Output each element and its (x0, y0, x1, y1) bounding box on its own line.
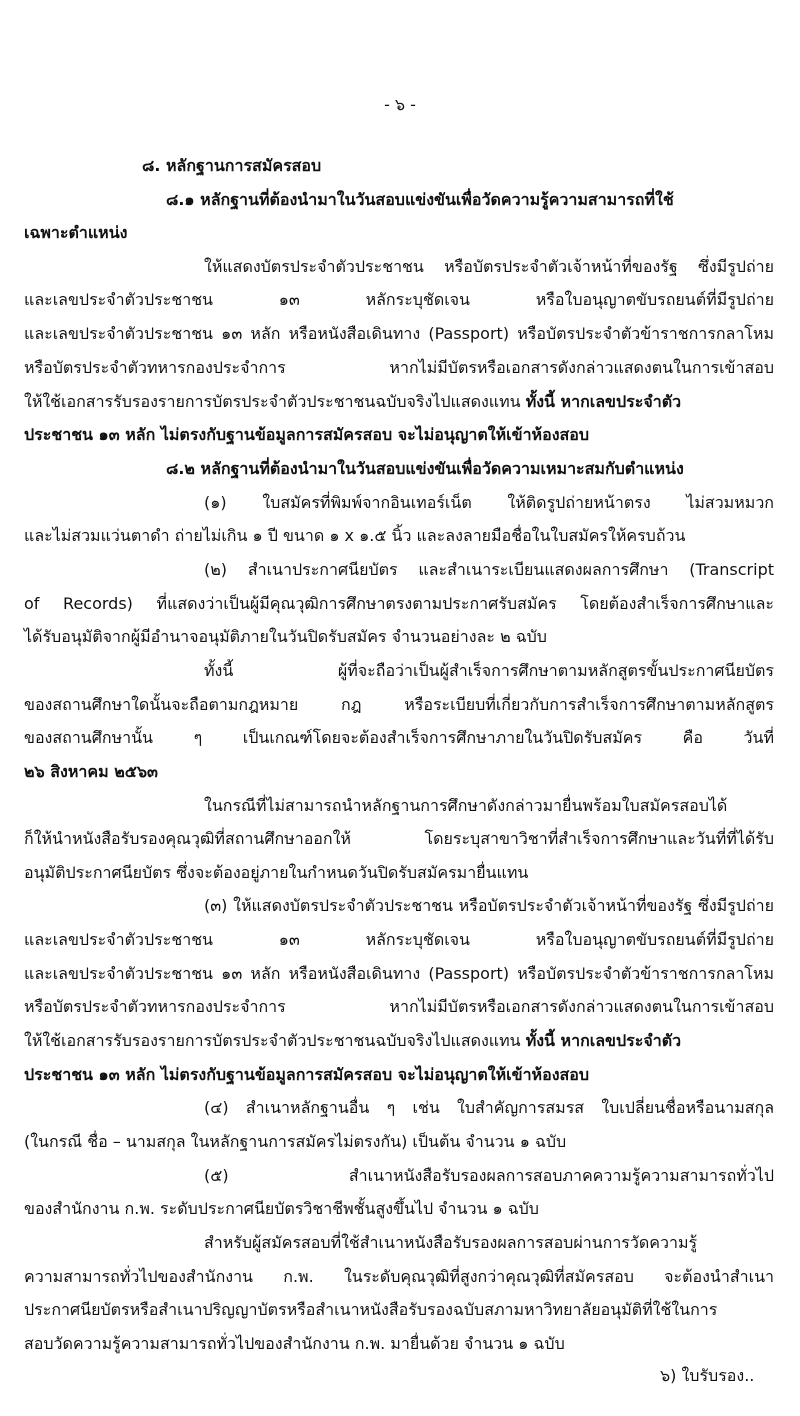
warning-text: ทั้งนี้ หากเลขประจำตัว (525, 1031, 682, 1050)
item-5-note-line: ความสามารถทั่วไปของสำนักงาน ก.พ. ในระดับคุณวุฒิที่สูงกว่าคุณวุฒิที่สมัครสอบ จะต้องนำสำเนา (24, 1267, 774, 1286)
item-2-case-line: อนุมัติประกาศนียบัตร ซึ่งจะต้องอยู่ภายในกำหนดวันปิดรับสมัครมายื่นแทน (24, 863, 529, 882)
item-2-line: (๒) สำเนาประกาศนียบัตร และสำเนาระเบียนแสดงผลการศึกษา (Transcript (204, 560, 774, 579)
item-5-line: ของสำนักงาน ก.พ. ระดับประกาศนียบัตรวิชาชีพชั้นสูงขึ้นไป จำนวน ๑ ฉบับ (24, 1199, 539, 1218)
item-2-line: of Records) ที่แสดงว่าเป็นผู้มีคุณวุฒิการศึกษาตรงตามประกาศรับสมัคร โดยต้องสำเร็จการศึกษาและ (24, 594, 774, 613)
item-5-note-line: สำหรับผู้สมัครสอบที่ใช้สำเนาหนังสือรับรองผลการสอบผ่านการวัดความรู้ (204, 1233, 698, 1252)
item-2-line: ได้รับอนุมัติจากผู้มีอำนาจอนุมัติภายในวันปิดรับสมัคร จำนวนอย่างละ ๒ ฉบับ (24, 627, 547, 646)
section-8-title: ๘. หลักฐานการสมัครสอบ (142, 156, 322, 175)
section-8-2-title: ๘.๒ หลักฐานที่ต้องนำมาในวันสอบแข่งขันเพื่อวัดความเหมาะสมกับตำแหน่ง (166, 459, 684, 478)
section-8-1-title-cont: เฉพาะตำแหน่ง (24, 223, 128, 242)
item-3-line: หรือบัตรประจำตัวทหารกองประจำการ หากไม่มีบัตรหรือเอกสารดังกล่าวแสดงตนในการเข้าสอบ (24, 997, 774, 1016)
item-5-note-line: ประกาศนียบัตรหรือสำเนาปริญญาบัตรหรือสำเนาหนังสือรับรองฉบับสภามหาวิทยาลัยอนุมัติที่ใช้ในการ (24, 1300, 718, 1319)
item-3-line (24, 1031, 681, 1051)
paragraph-text: ให้ใช้เอกสารรับรองรายการบัตรประจำตัวประชาชนฉบับจริงไปแสดงแทน (24, 1031, 526, 1050)
item-1-line: (๑) ใบสมัครที่พิมพ์จากอินเทอร์เน็ต ให้ติดรูปถ่ายหน้าตรง ไม่สวมหมวก (204, 493, 774, 512)
item-2-note-line: ของสถานศึกษานั้น ๆ เป็นเกณฑ์โดยจะต้องสำเร็จการศึกษาภายในวันปิดรับสมัคร คือ วันที่ (24, 728, 774, 747)
closing-date: ๒๖ สิงหาคม ๒๕๖๓ (24, 762, 158, 781)
paragraph-line: และเลขประจำตัวประชาชน ๑๓ หลักระบุชัดเจน หรือใบอนุญาตขับรถยนต์ที่มีรูปถ่าย (24, 290, 774, 309)
item-4-line: (ในกรณี ชื่อ – นามสกุล ในหลักฐานการสมัครไม่ตรงกัน) เป็นต้น จำนวน ๑ ฉบับ (24, 1132, 567, 1151)
paragraph-line: และเลขประจำตัวประชาชน ๑๓ หลัก หรือหนังสือเดินทาง (Passport) หรือบัตรประจำตัวข้าราชการกลาโหม (24, 324, 774, 343)
item-5-line: (๕) สำเนาหนังสือรับรองผลการสอบภาคความรู้ความสามารถทั่วไป (204, 1166, 774, 1185)
item-3-line: และเลขประจำตัวประชาชน ๑๓ หลักระบุชัดเจน หรือใบอนุญาตขับรถยนต์ที่มีรูปถ่าย (24, 930, 774, 949)
warning-text: ประชาชน ๑๓ หลัก ไม่ตรงกับฐานข้อมูลการสมัครสอบ จะไม่อนุญาตให้เข้าห้องสอบ (24, 425, 590, 444)
section-8-1-title: ๘.๑ หลักฐานที่ต้องนำมาในวันสอบแข่งขันเพื่อวัดความรู้ความสามารถที่ใช้ (166, 190, 674, 209)
item-3-line: (๓) ให้แสดงบัตรประจำตัวประชาชน หรือบัตรประจำตัวเจ้าหน้าที่ของรัฐ ซึ่งมีรูปถ่าย (204, 896, 774, 915)
paragraph-line (24, 392, 681, 412)
paragraph-line: ให้แสดงบัตรประจำตัวประชาชน หรือบัตรประจำตัวเจ้าหน้าที่ของรัฐ ซึ่งมีรูปถ่าย (204, 257, 774, 276)
item-4-line: (๔) สำเนาหลักฐานอื่น ๆ เช่น ใบสำคัญการสมรส ใบเปลี่ยนชื่อหรือนามสกุล (204, 1098, 774, 1117)
item-2-note-line: ของสถานศึกษาใดนั้นจะถือตามกฎหมาย กฎ หรือระเบียบที่เกี่ยวกับการสำเร็จการศึกษาตามหลักสูตร (24, 695, 774, 714)
item-2-case-line: ก็ให้นำหนังสือรับรองคุณวุฒิที่สถานศึกษาออกให้ โดยระบุสาขาวิชาที่สำเร็จการศึกษาและวันที่ที่ได้รับ (24, 829, 774, 848)
item-2-case-line: ในกรณีที่ไม่สามารถนำหลักฐานการศึกษาดังกล่าวมายื่นพร้อมใบสมัครสอบได้ (204, 796, 728, 815)
item-3-line: และเลขประจำตัวประชาชน ๑๓ หลัก หรือหนังสือเดินทาง (Passport) หรือบัตรประจำตัวข้าราชการกลาโหม (24, 964, 774, 983)
page-number: - ๖ - (384, 95, 416, 114)
warning-text: ประชาชน ๑๓ หลัก ไม่ตรงกับฐานข้อมูลการสมัครสอบ จะไม่อนุญาตให้เข้าห้องสอบ (24, 1065, 590, 1084)
item-1-line: และไม่สวมแว่นตาดำ ถ่ายไม่เกิน ๑ ปี ขนาด ๑ x ๑.๕ นิ้ว และลงลายมือชื่อในใบสมัครให้ครบถ้วน (24, 526, 686, 545)
item-2-note-line: ทั้งนี้ ผู้ที่จะถือว่าเป็นผู้สำเร็จการศึกษาตามหลักสูตรขั้นประกาศนียบัตร (204, 661, 774, 680)
item-5-note-line: สอบวัดความรู้ความสามารถทั่วไปของสำนักงาน ก.พ. มายื่นด้วย จำนวน ๑ ฉบับ (24, 1334, 565, 1353)
paragraph-text: ให้ใช้เอกสารรับรองรายการบัตรประจำตัวประชาชนฉบับจริงไปแสดงแทน (24, 392, 526, 411)
paragraph-line: หรือบัตรประจำตัวทหารกองประจำการ หากไม่มีบัตรหรือเอกสารดังกล่าวแสดงตนในการเข้าสอบ (24, 358, 774, 377)
continuation-marker: ๖) ใบรับรอง.. (660, 1366, 755, 1385)
warning-text: ทั้งนี้ หากเลขประจำตัว (525, 392, 682, 411)
